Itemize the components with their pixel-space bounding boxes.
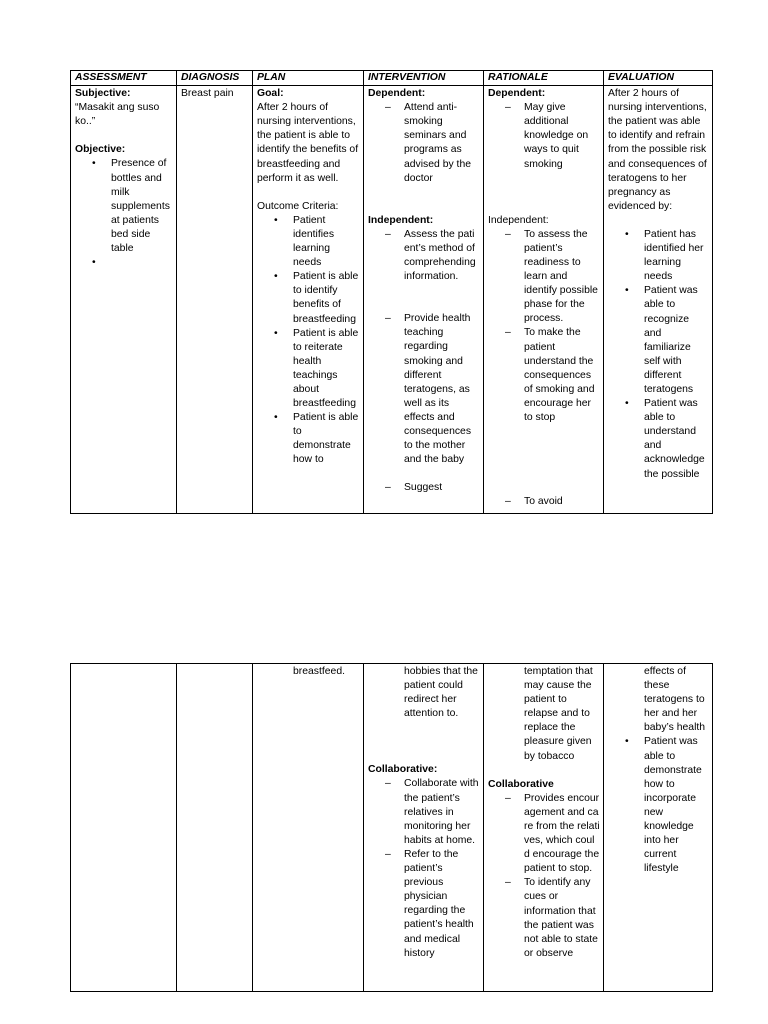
list-item: – Suggest [385,482,443,494]
list-item: – Assess the patient’s method of comprehending information. [385,228,476,283]
diagnosis-cell-continued [177,664,253,992]
rationale-cell-continued [484,664,604,992]
list-item: • Patient is able to reiterate health teachings about breastfeeding [274,327,359,410]
diagnosis-cell [177,86,253,514]
assessment-cell-continued [71,664,177,992]
evaluation-list-continued: effects of these teratogens to her and her baby’s health [644,666,706,734]
list-item: • Patient was able to recognize and familiarize self with different teratogens [625,285,698,395]
list-item: • Patient was able to demonstrate how to incorporate new knowledge into her current lifestyle [625,736,702,875]
body-row-continued [71,664,713,992]
goal-text: After 2 hours of nursing interventions, the patient is able to identify the benefits of breastfeeding and perform it as well. [257,102,359,184]
outcome-criteria-list [257,214,360,468]
header-intervention: INTERVENTION [364,71,484,86]
body-row [71,86,713,514]
rationale-dependent-list [488,101,600,171]
objective-label: Objective: [75,144,126,156]
rationale-cell [484,86,604,514]
outcome-criteria-label: Outcome Criteria: [257,200,339,212]
rationale-independent-label: Independent: [488,214,549,226]
diagnosis-text: Breast pain [181,88,234,100]
intervention-dependent-list [368,101,480,186]
header-diagnosis: DIAGNOSIS [177,71,253,86]
subjective-label: Subjective: [75,88,131,100]
plan-cell [253,86,364,514]
list-item: – To make the patient understand the consequences of smoking and encourage her to stop [505,327,595,423]
evaluation-cell [604,86,713,514]
document-page-2 [0,660,768,1024]
list-item: – Refer to the patient’s previous physician regarding the patient’s health and medical history [385,848,474,959]
list-item: – May give additional knowledge on ways to quit smoking [505,102,589,170]
evaluation-cell-continued [604,664,713,992]
list-item: – Attend anti-smoking seminars and programs as advised by the doctor [385,102,472,184]
rationale-independent-list [488,228,600,509]
evaluation-list [608,228,709,482]
list-item: – To identify any cues or information that the patient was not able to state or observe [505,877,598,959]
objective-list [75,157,173,270]
list-item: – To assess the patient’s readiness to learn and identify possible phase for the process. [505,228,598,325]
assessment-cell [71,86,177,514]
intervention-collaborative-list [368,777,480,960]
list-item: • Patient identifies learning needs [274,214,335,269]
list-item: • Patient is able to demonstrate how to [274,412,359,466]
list-item: • Presence of bottles and milk supplements at patients bed side table [92,158,170,255]
intervention-collaborative-label: Collaborative: [368,764,438,776]
plan-cell-continued [253,664,364,992]
intervention-independent-continued: hobbies that the patient could redirect her attention to. [404,666,478,720]
rationale-independent-continued: temptation that may cause the patient to relapse and to replace the pleasure given by tobacco [524,666,593,762]
intervention-dependent-label: Dependent: [368,88,426,100]
list-item: • [92,257,96,269]
list-item: • Patient was able to understand and acknowledge the possible [625,398,705,480]
rationale-collaborative-list [488,792,600,961]
header-plan: PLAN [253,71,364,86]
rationale-collaborative-label: Collaborative [488,778,554,790]
list-item: • Patient has identified her learning needs [625,228,704,283]
intervention-cell [364,86,484,514]
outcome-criteria-continued: breastfeed. [293,666,345,677]
header-assessment: ASSESSMENT [71,71,177,86]
header-row [71,71,713,86]
intervention-cell-continued [364,664,484,992]
subjective-quote: “Masakit ang suso ko..” [75,102,160,128]
goal-label: Goal: [257,88,284,100]
list-item: – Provides encouragement and care from the relatives, which could encourage the patient to stop. [505,792,600,875]
list-item: – Collaborate with the patient’s relatives in monitoring her habits at home. [385,778,479,846]
header-evaluation: EVALUATION [604,71,713,86]
evaluation-intro: After 2 hours of nursing interventions, the patient was able to identify and refrain from the possible risk and consequences of teratogens to her pregnancy as evidenced by: [608,88,707,212]
nursing-care-plan-table [70,70,713,514]
evaluation-list-page2 [608,735,709,876]
list-item: – To avoid [505,496,563,508]
rationale-dependent-label: Dependent: [488,88,546,100]
intervention-independent-label: Independent: [368,214,434,226]
list-item: • Patient is able to identify benefits of breastfeeding [274,271,359,325]
list-item: – Provide health teaching regarding smoking and different teratogens, as well as its effects and consequences to the mother and the baby [385,313,472,466]
intervention-independent-list [368,228,480,496]
header-rationale: RATIONALE [484,71,604,86]
nursing-care-plan-table-continued [70,663,713,992]
